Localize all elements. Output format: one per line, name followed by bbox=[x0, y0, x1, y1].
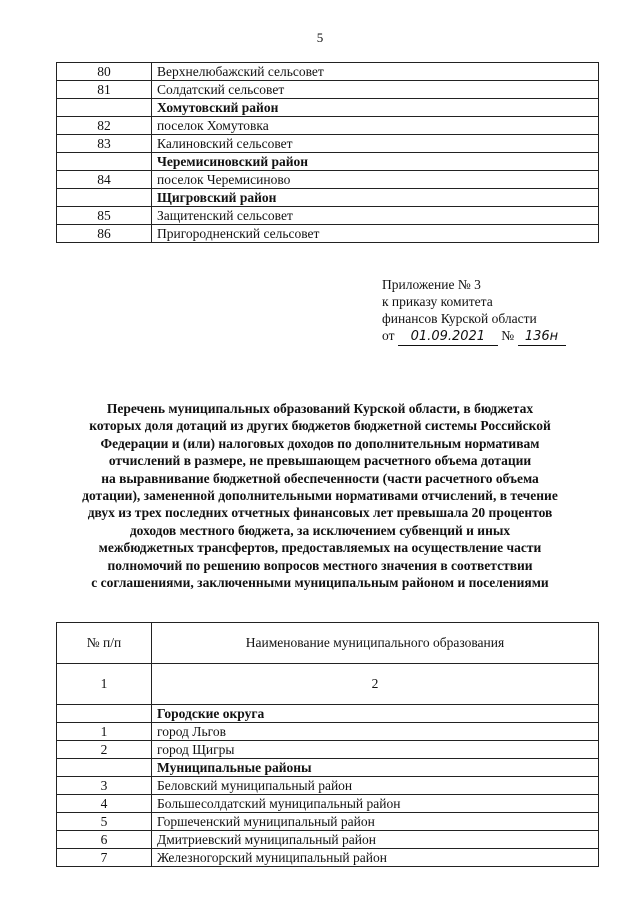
table-row bbox=[57, 831, 599, 849]
appendix-title: Приложение № 3 bbox=[382, 277, 481, 292]
row-number bbox=[57, 189, 152, 207]
title-line: полномочий по решению вопросов местного значения в соответствии bbox=[107, 557, 533, 573]
title-line: на выравнивание бюджетной обеспеченности (части расчетного объема bbox=[101, 470, 539, 486]
title-line: двух из трех последних отчетных финансовых лет превышала 20 процентов bbox=[87, 505, 553, 521]
order-date: 01.09.2021 bbox=[398, 328, 498, 346]
section-name: Городские округа bbox=[152, 705, 599, 723]
title-line: доходов местного бюджета, за исключением субвенций и иных bbox=[129, 522, 511, 538]
table-row bbox=[57, 225, 599, 243]
table-row bbox=[57, 207, 599, 225]
column-number-1: 1 bbox=[57, 664, 152, 705]
table-row bbox=[57, 117, 599, 135]
title-line: которых доля дотаций из других бюджетов бюджетной системы Российской bbox=[89, 418, 551, 434]
appendix-date-line bbox=[382, 327, 566, 346]
number-prefix: № bbox=[501, 328, 515, 343]
table-row bbox=[57, 171, 599, 189]
row-number: 86 bbox=[57, 225, 152, 243]
table-body bbox=[57, 705, 599, 867]
column-number-2: 2 bbox=[152, 664, 599, 705]
municipality-name: Железногорский муниципальный район bbox=[152, 849, 599, 867]
table-row bbox=[57, 135, 599, 153]
appendix-committee: финансов Курской области bbox=[382, 311, 537, 326]
document-title bbox=[40, 400, 600, 591]
title-line: дотации), замененной дополнительными нормативами отчислений, в течение bbox=[82, 488, 558, 504]
row-number bbox=[57, 99, 152, 117]
municipality-name: Солдатский сельсовет bbox=[152, 81, 599, 99]
continued-municipalities-table bbox=[56, 62, 599, 243]
header-number: № п/п bbox=[57, 623, 152, 664]
table-row bbox=[57, 81, 599, 99]
title-line: межбюджетных трансфертов, предоставляемых на осуществление части bbox=[98, 540, 542, 556]
row-number: 7 bbox=[57, 849, 152, 867]
row-number: 4 bbox=[57, 795, 152, 813]
row-number: 3 bbox=[57, 777, 152, 795]
row-number bbox=[57, 759, 152, 777]
title-line: с соглашениями, заключенными муниципальным районом и поселениями bbox=[91, 575, 549, 591]
row-number: 5 bbox=[57, 813, 152, 831]
table-row bbox=[57, 63, 599, 81]
title-line: Перечень муниципальных образований Курской области, в бюджетах bbox=[106, 401, 534, 416]
municipality-name: город Щигры bbox=[152, 741, 599, 759]
row-number: 2 bbox=[57, 741, 152, 759]
table-row bbox=[57, 777, 599, 795]
section-row bbox=[57, 705, 599, 723]
municipality-name: Дмитриевский муниципальный район bbox=[152, 831, 599, 849]
municipality-name: поселок Хомутовка bbox=[152, 117, 599, 135]
municipality-name: город Льгов bbox=[152, 723, 599, 741]
section-row bbox=[57, 759, 599, 777]
municipality-name: поселок Черемисиново bbox=[152, 171, 599, 189]
row-number bbox=[57, 153, 152, 171]
date-prefix: от bbox=[382, 328, 395, 343]
page-number: 5 bbox=[316, 30, 324, 45]
table-row bbox=[57, 849, 599, 867]
municipality-name: Большесолдатский муниципальный район bbox=[152, 795, 599, 813]
section-name: Черемисиновский район bbox=[152, 153, 599, 171]
column-number-row bbox=[57, 664, 599, 705]
row-number: 84 bbox=[57, 171, 152, 189]
appendix-order-ref: к приказу комитета bbox=[382, 294, 493, 309]
title-line: Федерации и (или) налоговых доходов по дополнительным нормативам bbox=[100, 435, 540, 451]
row-number: 83 bbox=[57, 135, 152, 153]
row-number bbox=[57, 705, 152, 723]
table-row bbox=[57, 723, 599, 741]
table-row bbox=[57, 795, 599, 813]
municipality-name: Горшеченский муниципальный район bbox=[152, 813, 599, 831]
order-number: 136н bbox=[518, 328, 566, 346]
municipality-name: Защитенский сельсовет bbox=[152, 207, 599, 225]
section-name: Муниципальные районы bbox=[152, 759, 599, 777]
section-row bbox=[57, 153, 599, 171]
table-row bbox=[57, 741, 599, 759]
table-row bbox=[57, 813, 599, 831]
title-line: отчислений в размере, не превышающем расчетного объема дотации bbox=[108, 453, 532, 469]
section-row bbox=[57, 99, 599, 117]
section-name: Хомутовский район bbox=[152, 99, 599, 117]
appendix-block bbox=[382, 276, 566, 346]
row-number: 82 bbox=[57, 117, 152, 135]
municipality-name: Калиновский сельсовет bbox=[152, 135, 599, 153]
municipality-name: Пригородненский сельсовет bbox=[152, 225, 599, 243]
row-number: 80 bbox=[57, 63, 152, 81]
table-header-row bbox=[57, 623, 599, 664]
section-row bbox=[57, 189, 599, 207]
table-body bbox=[57, 63, 599, 243]
section-name: Щигровский район bbox=[152, 189, 599, 207]
row-number: 1 bbox=[57, 723, 152, 741]
municipality-name: Беловский муниципальный район bbox=[152, 777, 599, 795]
row-number: 85 bbox=[57, 207, 152, 225]
row-number: 81 bbox=[57, 81, 152, 99]
municipalities-list-table bbox=[56, 622, 599, 867]
header-name: Наименование муниципального образования bbox=[152, 623, 599, 664]
municipality-name: Верхнелюбажский сельсовет bbox=[152, 63, 599, 81]
row-number: 6 bbox=[57, 831, 152, 849]
